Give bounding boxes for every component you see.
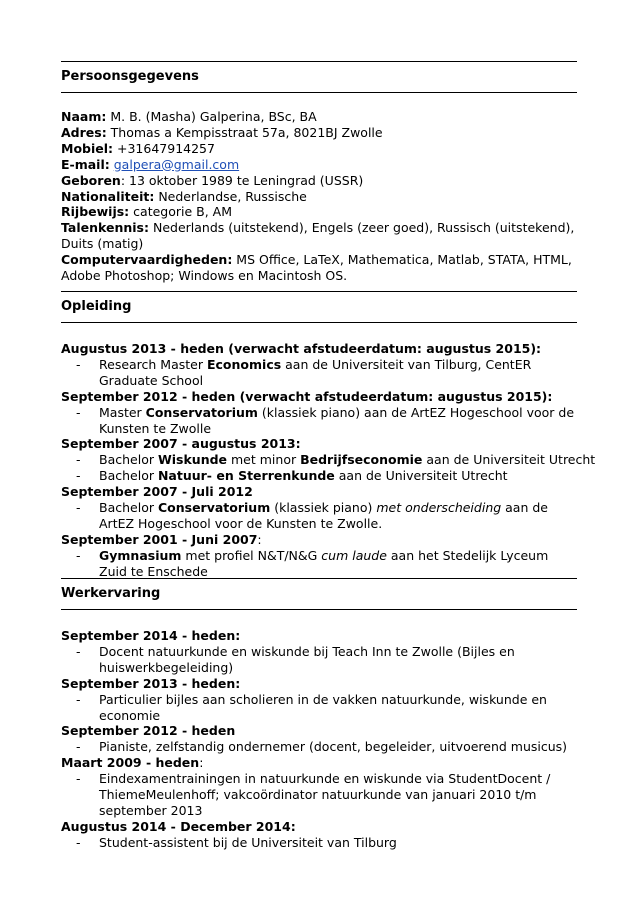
list-item: - Eindexamentrainingen in natuurkunde en wiskunde via StudentDocent / ThiemeMeulenhoff; vakcoördinator natuurkunde van januari 2010 t/m september 2013 <box>76 771 551 818</box>
section-title: Opleiding <box>61 299 132 314</box>
list-item: - Bachelor Natuur- en Sterrenkunde aan de Universiteit Utrecht <box>76 468 508 484</box>
period-heading: September 2012 - heden (verwacht afstudeerdatum: augustus 2015): <box>61 388 553 404</box>
experience-list <box>61 628 577 851</box>
list-item: - Gymnasium met profiel N&T/N&G cum laude aan het Stedelijk Lyceum Zuid te Enschede <box>76 547 549 579</box>
period-heading: September 2007 - augustus 2013: <box>61 436 301 452</box>
field-computervaardigheden: Computervaardigheden: MS Office, LaTeX, Mathematica, Matlab, STATA, HTML, Adobe Photoshop; Windows en Macintosh OS. <box>61 252 572 284</box>
period-heading-row: September 2001 - Juni 2007: <box>61 531 262 547</box>
list-item: - Bachelor Wiskunde met minor Bedrijfseconomie aan de Universiteit Utrecht <box>76 452 596 468</box>
list-item: - Master Conservatorium (klassiek piano) aan de ArtEZ Hogeschool voor de Kunsten te Zwolle <box>76 404 575 436</box>
section-werkervaring <box>61 578 577 851</box>
section-rule-bottom <box>61 92 577 93</box>
field-rijbewijs: Rijbewijs: categorie B, AM <box>61 204 233 220</box>
field-adres: Adres: Thomas a Kempisstraat 57a, 8021BJ Zwolle <box>61 124 383 140</box>
period-heading: September 2007 - Juli 2012 <box>61 484 253 500</box>
education-list <box>61 341 596 580</box>
period-heading: September 2013 - heden: <box>61 675 241 691</box>
section-persoonsgegevens <box>61 61 577 284</box>
section-rule-bottom <box>61 322 577 323</box>
section-opleiding <box>61 291 596 580</box>
list-item: - Particulier bijles aan scholieren in de vakken natuurkunde, wiskunde en economie <box>76 691 547 723</box>
section-rule-bottom <box>61 609 577 610</box>
period-heading: Augustus 2014 - December 2014: <box>61 818 296 834</box>
period-heading: September 2012 - heden <box>61 723 236 739</box>
field-email: E-mail: galpera@gmail.com <box>61 156 240 172</box>
list-item: - Research Master Economics aan de Universiteit van Tilburg, CentER Graduate School <box>76 356 532 388</box>
period-heading: Augustus 2013 - heden (verwacht afstudeerdatum: augustus 2015): <box>61 341 542 356</box>
email-link[interactable]: galpera@gmail.com <box>113 156 240 172</box>
field-geboren: Geboren: 13 oktober 1989 te Leningrad (USSR) <box>61 172 364 188</box>
list-item: - Pianiste, zelfstandig ondernemer (docent, begeleider, uitvoerend musicus) <box>76 739 568 755</box>
list-item: - Bachelor Conservatorium (klassiek piano) met onderscheiding aan de ArtEZ Hogeschool voor de Kunsten te Zwolle. <box>76 500 548 531</box>
field-naam: Naam: M. B. (Masha) Galperina, BSc, BA <box>61 109 317 124</box>
personal-details <box>61 109 577 284</box>
field-nationaliteit: Nationaliteit: Nederlandse, Russische <box>61 188 307 204</box>
field-talenkennis: Talenkennis: Nederlands (uitstekend), Engels (zeer goed), Russisch (uitstekend), Duits (matig) <box>61 220 575 252</box>
period-heading-row: Maart 2009 - heden: <box>61 755 204 771</box>
section-title: Persoonsgegevens <box>61 69 199 84</box>
list-item: - Student-assistent bij de Universiteit van Tilburg <box>76 834 397 850</box>
section-title: Werkervaring <box>61 586 161 601</box>
period-heading: September 2014 - heden: <box>61 628 241 643</box>
list-item: - Docent natuurkunde en wiskunde bij Teach Inn te Zwolle (Bijles en huiswerkbegeleiding) <box>76 643 515 675</box>
field-mobiel: Mobiel: +31647914257 <box>61 140 215 156</box>
